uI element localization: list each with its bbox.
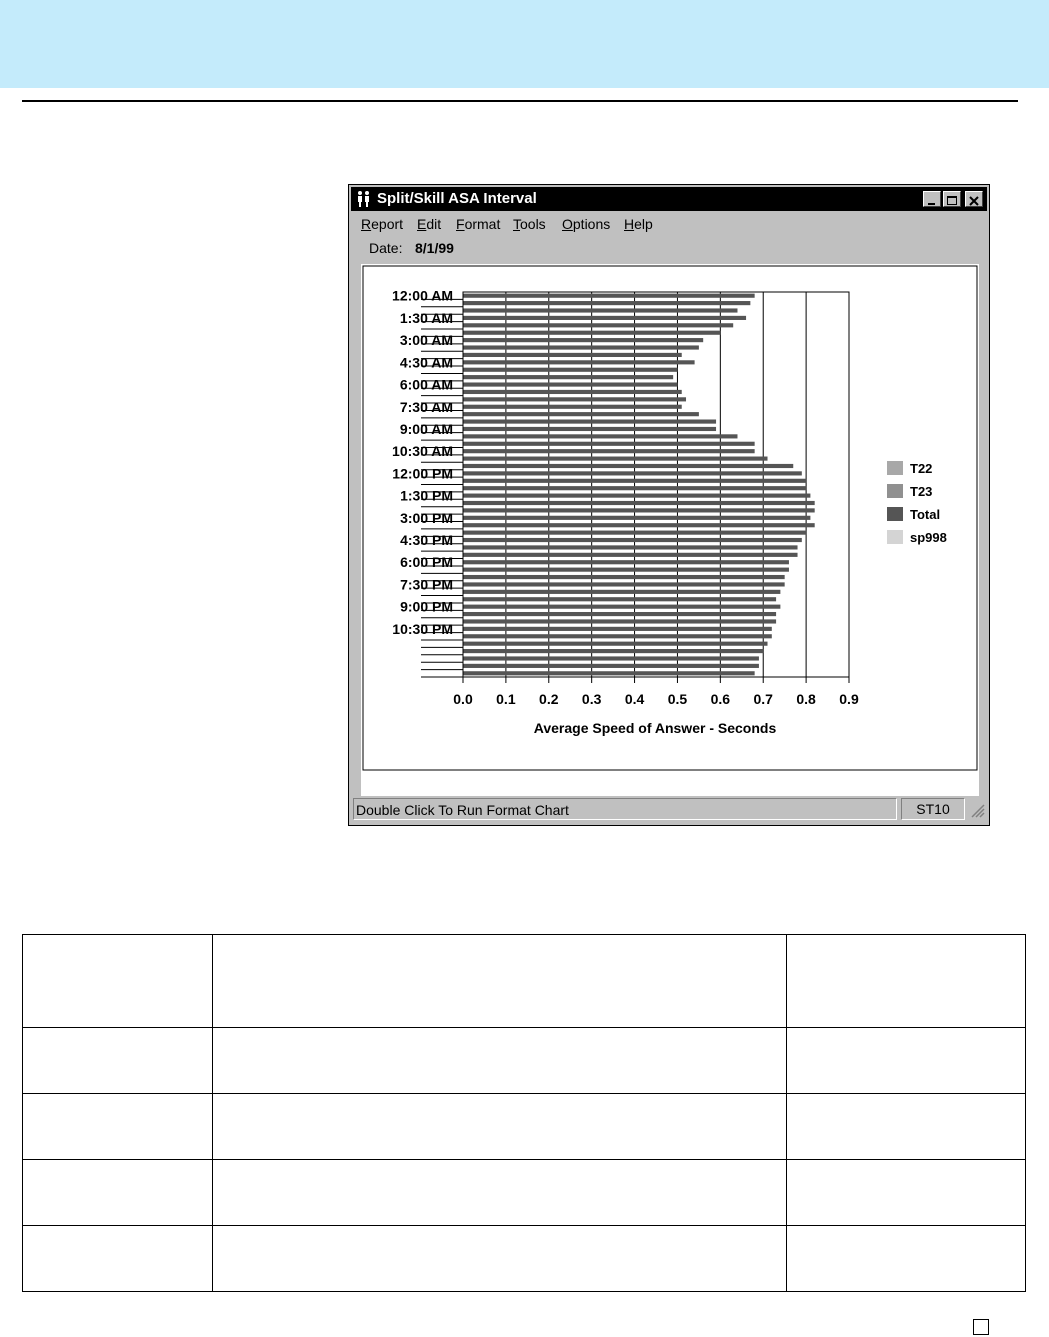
x-tick-label: 0.6 xyxy=(710,691,731,707)
menu-report-mnemonic: R xyxy=(361,216,372,232)
x-tick-label: 0.2 xyxy=(539,691,559,707)
legend-label: T23 xyxy=(910,484,933,499)
bar xyxy=(463,642,768,646)
y-tick-label: 9:00 AM xyxy=(399,420,453,437)
x-tick-label: 0.8 xyxy=(796,691,816,707)
bar xyxy=(463,501,815,505)
bar xyxy=(463,331,720,335)
close-button[interactable] xyxy=(965,191,983,207)
legend-swatch xyxy=(887,484,903,498)
y-tick-label: 12:00 PM xyxy=(392,465,453,482)
bar xyxy=(463,301,750,305)
resize-grip-icon[interactable] xyxy=(971,804,985,818)
bar xyxy=(463,442,755,446)
menu-help-mnemonic: H xyxy=(624,216,635,232)
y-tick-label: 7:30 AM xyxy=(399,398,453,415)
menu-edit[interactable] xyxy=(417,216,441,232)
window-title: Split/Skill ASA Interval xyxy=(377,190,537,207)
bar xyxy=(463,486,806,490)
table-cell xyxy=(787,1160,1026,1226)
maximize-button[interactable] xyxy=(943,191,961,207)
legend-label: sp998 xyxy=(910,530,947,545)
date-label: Date: xyxy=(369,240,403,256)
y-tick-label: 7:30 PM xyxy=(400,576,453,593)
y-tick-label: 4:30 AM xyxy=(399,354,453,371)
legend-label: Total xyxy=(910,507,941,522)
table-cell xyxy=(23,1094,213,1160)
table-cell xyxy=(787,1094,1026,1160)
table-row xyxy=(23,1028,1026,1094)
bar xyxy=(463,360,695,364)
bar xyxy=(463,449,755,453)
bar xyxy=(463,590,780,594)
bar xyxy=(463,634,772,638)
corner-checkbox xyxy=(973,1319,989,1335)
bar xyxy=(463,597,776,601)
table-row xyxy=(23,1094,1026,1160)
close-icon xyxy=(966,194,982,208)
minimize-icon xyxy=(924,194,940,208)
menu-tools[interactable] xyxy=(513,216,546,232)
bar xyxy=(463,294,755,298)
menu-options-rest: ptions xyxy=(572,216,611,232)
bar xyxy=(463,419,716,423)
y-tick-label: 1:30 AM xyxy=(399,309,453,326)
bar xyxy=(463,464,793,468)
bar xyxy=(463,605,780,609)
bar xyxy=(463,582,785,586)
bar xyxy=(463,427,716,431)
y-tick-label: 6:00 AM xyxy=(399,376,453,393)
bar xyxy=(463,575,785,579)
table-cell xyxy=(213,1094,787,1160)
bar xyxy=(463,412,699,416)
y-tick-label: 1:30 PM xyxy=(400,487,453,504)
table-cell xyxy=(23,1160,213,1226)
menu-edit-rest: dit xyxy=(426,216,442,232)
top-rule xyxy=(22,100,1018,102)
y-tick-label: 10:30 PM xyxy=(392,620,453,637)
bar xyxy=(463,553,798,557)
bar xyxy=(463,375,673,379)
x-tick-label: 0.0 xyxy=(453,691,473,707)
menu-tools-rest: ools xyxy=(520,216,546,232)
date-value: 8/1/99 xyxy=(415,240,454,256)
table-cell xyxy=(787,1028,1026,1094)
bar xyxy=(463,664,759,668)
x-tick-label: 0.4 xyxy=(624,691,645,707)
menu-bar xyxy=(351,212,987,236)
x-tick-label: 0.1 xyxy=(496,691,516,707)
x-tick-label: 0.3 xyxy=(581,691,602,707)
menu-format-rest: ormat xyxy=(464,216,501,232)
menu-help[interactable] xyxy=(624,216,653,232)
menu-edit-mnemonic: E xyxy=(417,216,427,232)
bar xyxy=(463,649,763,653)
bar xyxy=(463,619,776,623)
bar xyxy=(463,323,733,327)
bar xyxy=(463,508,815,512)
menu-format[interactable] xyxy=(456,216,500,232)
bar xyxy=(463,656,759,660)
bar xyxy=(463,531,806,535)
bar xyxy=(463,390,682,394)
bar xyxy=(463,308,737,312)
chart-area[interactable] xyxy=(361,264,979,796)
table-cell xyxy=(23,1028,213,1094)
table-cell xyxy=(213,1028,787,1094)
bar xyxy=(463,560,789,564)
bar xyxy=(463,338,703,342)
bar xyxy=(463,368,677,372)
menu-format-mnemonic: F xyxy=(456,216,465,232)
top-band xyxy=(0,0,1049,88)
menu-help-rest: elp xyxy=(634,216,653,232)
y-tick-label: 9:00 PM xyxy=(400,598,453,615)
chart-window xyxy=(348,184,990,826)
bar xyxy=(463,434,737,438)
legend-swatch xyxy=(887,530,903,544)
legend-label: T22 xyxy=(910,461,933,476)
bar xyxy=(463,382,677,386)
table-cell xyxy=(787,1226,1026,1292)
menu-options-mnemonic: O xyxy=(562,216,573,232)
bar xyxy=(463,516,810,520)
x-tick-label: 0.7 xyxy=(753,691,773,707)
menu-report[interactable] xyxy=(361,216,403,232)
bar xyxy=(463,316,746,320)
table-row xyxy=(23,1226,1026,1292)
y-tick-label: 4:30 PM xyxy=(400,532,453,549)
x-axis-title: Average Speed of Answer - Seconds xyxy=(533,720,777,736)
title-bar[interactable] xyxy=(351,187,987,211)
bar xyxy=(463,538,802,542)
bar xyxy=(463,612,776,616)
x-tick-label: 0.9 xyxy=(839,691,859,707)
y-tick-label: 3:00 PM xyxy=(400,509,453,526)
bar xyxy=(463,345,699,349)
y-tick-label: 10:30 AM xyxy=(392,443,453,460)
table-cell xyxy=(213,1226,787,1292)
bar xyxy=(463,471,802,475)
bar xyxy=(463,397,686,401)
legend-swatch xyxy=(887,461,903,475)
menu-tools-mnemonic: T xyxy=(513,216,520,232)
bar xyxy=(463,523,815,527)
y-tick-label: 3:00 AM xyxy=(399,332,453,349)
bar xyxy=(463,568,789,572)
table-row xyxy=(23,935,1026,1028)
table-cell xyxy=(787,935,1026,1028)
menu-report-rest: eport xyxy=(371,216,404,232)
menu-options[interactable] xyxy=(562,216,610,232)
y-tick-label: 6:00 PM xyxy=(400,554,453,571)
bar xyxy=(463,405,682,409)
table-cell xyxy=(213,935,787,1028)
status-code: ST10 xyxy=(901,798,965,820)
bar xyxy=(463,671,755,675)
bar xyxy=(463,457,768,461)
bar xyxy=(463,545,798,549)
bottom-table xyxy=(22,934,1026,1292)
bar xyxy=(463,353,682,357)
table-cell xyxy=(23,1226,213,1292)
app-icon xyxy=(356,190,372,208)
status-bar xyxy=(351,796,987,824)
table-cell xyxy=(213,1160,787,1226)
y-tick-label: 12:00 AM xyxy=(392,287,453,304)
asa-bar-chart[interactable] xyxy=(361,264,979,796)
table-row xyxy=(23,1160,1026,1226)
table-cell xyxy=(23,935,213,1028)
x-tick-label: 0.5 xyxy=(667,691,688,707)
maximize-icon xyxy=(944,194,960,208)
bar xyxy=(463,627,772,631)
legend-swatch xyxy=(887,507,903,521)
status-text: Double Click To Run Format Chart xyxy=(356,802,569,818)
bar xyxy=(463,479,806,483)
bar xyxy=(463,494,810,498)
minimize-button[interactable] xyxy=(923,191,941,207)
